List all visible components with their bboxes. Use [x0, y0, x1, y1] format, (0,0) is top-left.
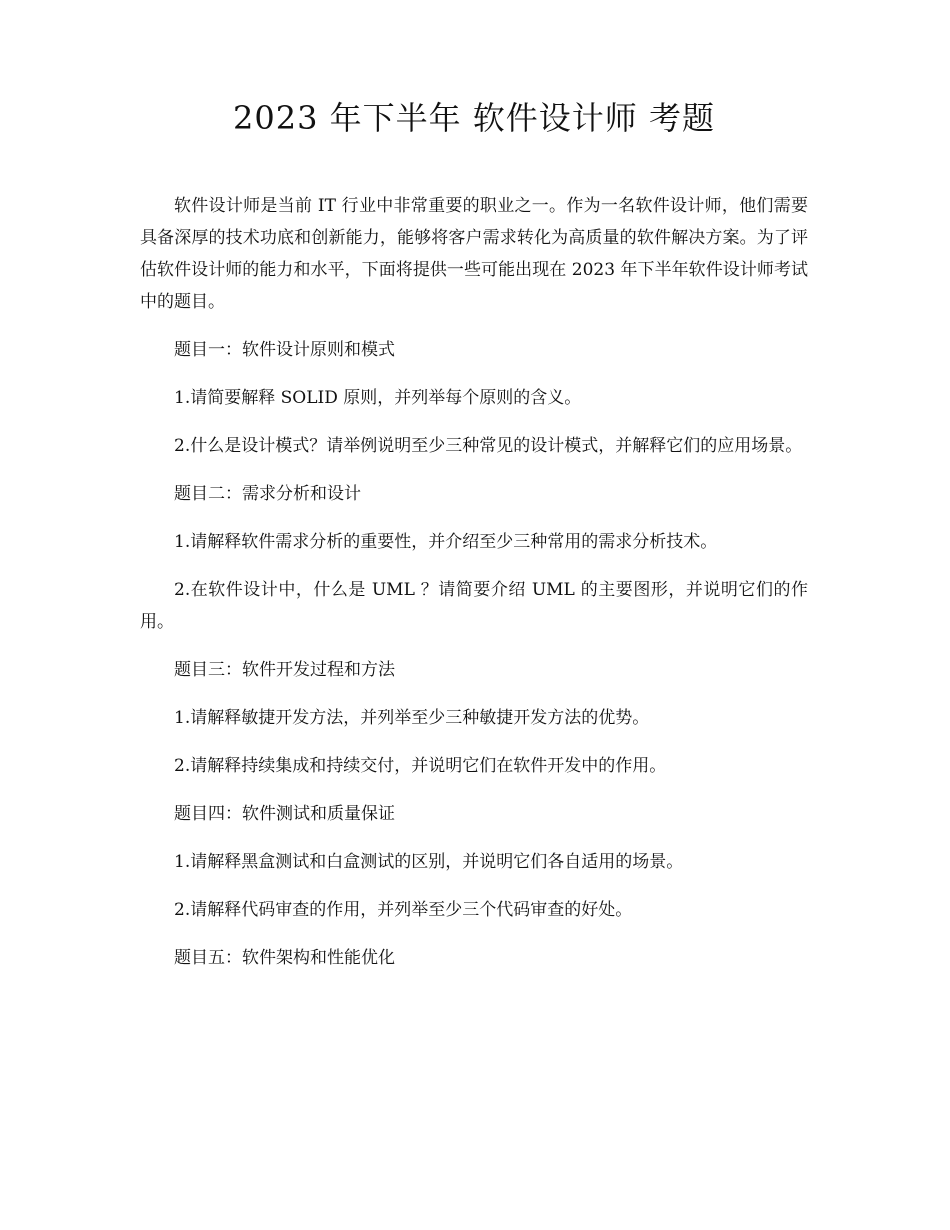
- question-item: 1.请简要解释 SOLID 原则，并列举每个原则的含义。: [174, 388, 582, 408]
- intro-paragraph: 软件设计师是当前 IT 行业中非常重要的职业之一。作为一名软件设计师，他们需要具备深厚的技术功底和创新能力，能够将客户需求转化为高质量的软件解决方案。为了评估软件设计师的能力和水平，下面将提供一些可能出现在 2023 年下半年软件设计师考试中的题目。: [140, 196, 808, 312]
- question-item: 2.请解释代码审查的作用，并列举至少三个代码审查的好处。: [174, 900, 633, 920]
- question-item: 1.请解释软件需求分析的重要性，并介绍至少三种常用的需求分析技术。: [174, 532, 718, 552]
- section-heading: 题目二：需求分析和设计: [174, 484, 361, 504]
- section-heading: 题目四：软件测试和质量保证: [174, 804, 395, 824]
- question-item: 2.在软件设计中，什么是 UML ？请简要介绍 UML 的主要图形，并说明它们的作用。: [140, 580, 808, 632]
- section-heading: 题目三：软件开发过程和方法: [174, 660, 395, 680]
- question-item: 2.什么是设计模式？请举例说明至少三种常见的设计模式，并解释它们的应用场景。: [174, 436, 803, 456]
- question-item: 1.请解释敏捷开发方法，并列举至少三种敏捷开发方法的优势。: [174, 708, 650, 728]
- document-title: 2023 年下半年 软件设计师 考题: [233, 99, 715, 137]
- question-item: 1.请解释黑盒测试和白盒测试的区别，并说明它们各自适用的场景。: [174, 852, 684, 872]
- question-item: 2.请解释持续集成和持续交付，并说明它们在软件开发中的作用。: [174, 756, 667, 776]
- document-body: [140, 190, 808, 974]
- section-heading: 题目五：软件架构和性能优化: [174, 948, 395, 968]
- section-heading: 题目一：软件设计原则和模式: [174, 340, 395, 360]
